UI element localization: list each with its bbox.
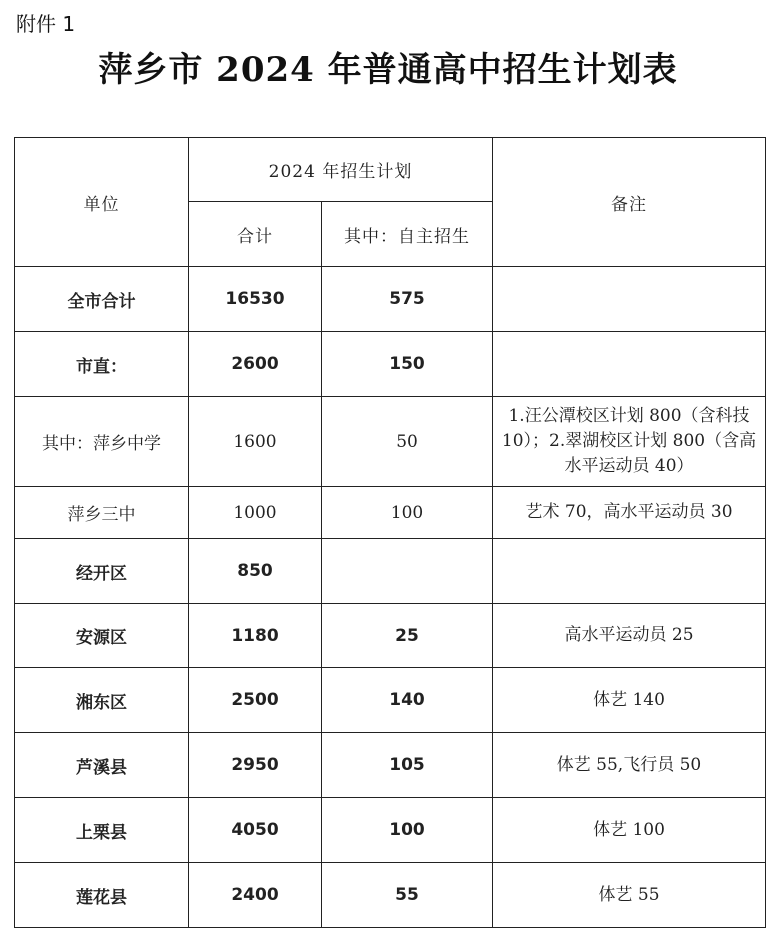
table-row — [15, 267, 766, 332]
row-total: 1180 — [189, 604, 322, 668]
row-unit: 经开区 — [15, 539, 189, 604]
row-self-enroll: 150 — [322, 332, 493, 397]
header-total: 合计 — [189, 202, 322, 267]
table-row — [15, 733, 766, 798]
table-row — [15, 397, 766, 487]
row-note — [493, 267, 766, 332]
row-self-enroll: 25 — [322, 604, 493, 668]
row-unit: 莲花县 — [15, 863, 189, 928]
row-self-enroll: 55 — [322, 863, 493, 928]
row-self-enroll: 105 — [322, 733, 493, 798]
row-self-enroll: 140 — [322, 668, 493, 733]
row-total: 2500 — [189, 668, 322, 733]
row-unit: 安源区 — [15, 604, 189, 668]
row-note: 体艺 140 — [493, 668, 766, 733]
row-unit: 市直： — [15, 332, 189, 397]
row-total: 16530 — [189, 267, 322, 332]
table-row — [15, 604, 766, 668]
row-note: 体艺 100 — [493, 798, 766, 863]
attachment-label: 附件 1 — [16, 12, 76, 36]
table-row — [15, 798, 766, 863]
table-row — [15, 863, 766, 928]
header-unit: 单位 — [15, 138, 189, 267]
table-row — [15, 539, 766, 604]
row-unit: 其中：萍乡中学 — [15, 397, 189, 487]
row-self-enroll — [322, 539, 493, 604]
row-note — [493, 539, 766, 604]
row-unit: 全市合计 — [15, 267, 189, 332]
row-total: 850 — [189, 539, 322, 604]
table-row — [15, 668, 766, 733]
enrollment-plan-table — [14, 137, 766, 928]
table-row — [15, 332, 766, 397]
row-unit: 上栗县 — [15, 798, 189, 863]
row-total: 2600 — [189, 332, 322, 397]
row-total: 4050 — [189, 798, 322, 863]
page-title: 萍乡市 2024 年普通高中招生计划表 — [98, 50, 678, 90]
row-note — [493, 332, 766, 397]
row-unit: 湘东区 — [15, 668, 189, 733]
row-total: 1600 — [189, 397, 322, 487]
row-note: 高水平运动员 25 — [493, 604, 766, 668]
row-total: 2950 — [189, 733, 322, 798]
row-self-enroll: 100 — [322, 487, 493, 539]
row-note: 体艺 55 — [493, 863, 766, 928]
row-note: 艺术 70，高水平运动员 30 — [493, 487, 766, 539]
header-note: 备注 — [493, 138, 766, 267]
row-self-enroll: 100 — [322, 798, 493, 863]
row-total: 1000 — [189, 487, 322, 539]
row-note: 1.汪公潭校区计划 800（含科技 10）；2.翠湖校区计划 800（含高水平运动员 40） — [493, 397, 766, 487]
row-self-enroll: 50 — [322, 397, 493, 487]
row-self-enroll: 575 — [322, 267, 493, 332]
row-note: 体艺 55,飞行员 50 — [493, 733, 766, 798]
table-row — [15, 487, 766, 539]
row-unit: 芦溪县 — [15, 733, 189, 798]
row-total: 2400 — [189, 863, 322, 928]
header-self-enroll: 其中：自主招生 — [322, 202, 493, 267]
header-plan-group: 2024 年招生计划 — [189, 138, 493, 202]
row-unit: 萍乡三中 — [15, 487, 189, 539]
table-header-row — [15, 138, 766, 202]
